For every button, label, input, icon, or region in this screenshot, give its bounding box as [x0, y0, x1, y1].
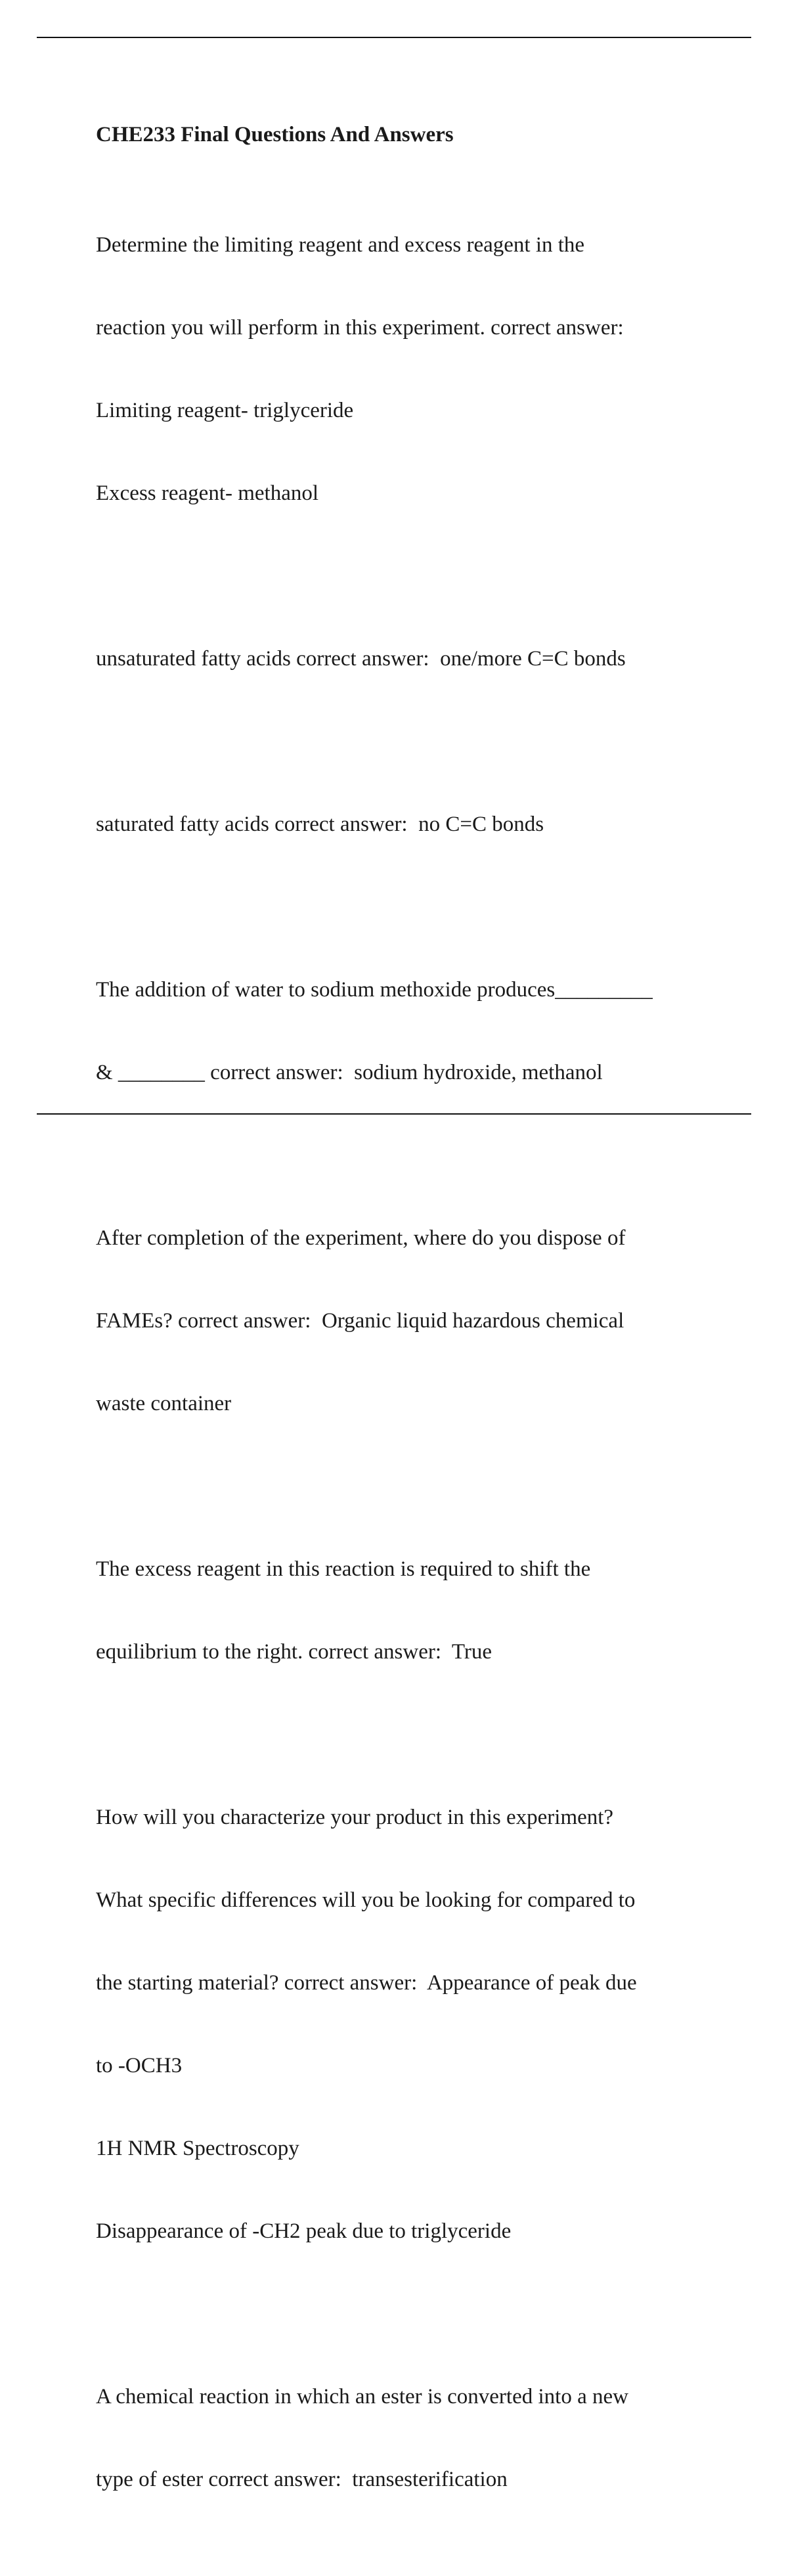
qa-line: to -OCH3	[96, 2054, 183, 2077]
qa-entry	[96, 590, 713, 728]
qa-line: the starting material? correct answer: Appearance of peak due	[96, 1971, 637, 1995]
qa-line: saturated fatty acids correct answer: no C=C bonds	[96, 812, 544, 836]
qa-line: The addition of water to sodium methoxide produces_________	[96, 978, 653, 1002]
document-body	[96, 121, 713, 2576]
top-rule	[37, 37, 751, 38]
qa-line: FAMEs? correct answer: Organic liquid hazardous chemical	[96, 1309, 624, 1333]
qa-line: unsaturated fatty acids correct answer: one/more C=C bonds	[96, 647, 626, 671]
qa-entry	[96, 1500, 713, 1721]
qa-line: 1H NMR Spectroscopy	[96, 2137, 299, 2160]
qa-line: Determine the limiting reagent and excess reagent in the	[96, 233, 585, 257]
qa-line: Disappearance of -CH2 peak due to triglyceride	[96, 2219, 512, 2243]
qa-line: How will you characterize your product in this experiment?	[96, 1806, 614, 1829]
qa-entry	[96, 755, 713, 893]
qa-entry	[96, 921, 713, 1142]
qa-line: type of ester correct answer: transesterification	[96, 2468, 508, 2491]
document-title: CHE233 Final Questions And Answers	[96, 123, 454, 146]
bottom-rule	[37, 1113, 751, 1115]
qa-line: The excess reagent in this reaction is required to shift the	[96, 1557, 591, 1581]
qa-entry	[96, 2328, 713, 2548]
qa-line: After completion of the experiment, where do you dispose of	[96, 1226, 626, 1250]
qa-line: Excess reagent- methanol	[96, 481, 319, 505]
qa-line: waste container	[96, 1392, 232, 1415]
qa-line: reaction you will perform in this experiment. correct answer:	[96, 316, 624, 340]
qa-line: A chemical reaction in which an ester is converted into a new	[96, 2385, 628, 2409]
qa-line: Limiting reagent- triglyceride	[96, 399, 354, 422]
qa-line: equilibrium to the right. correct answer: True	[96, 1640, 492, 1664]
qa-line: What specific differences will you be looking for compared to	[96, 1888, 636, 1912]
qa-entry	[96, 176, 713, 562]
qa-entry	[96, 1169, 713, 1473]
qa-entry	[96, 1748, 713, 2300]
qa-line: & ________ correct answer: sodium hydroxide, methanol	[96, 1061, 603, 1084]
